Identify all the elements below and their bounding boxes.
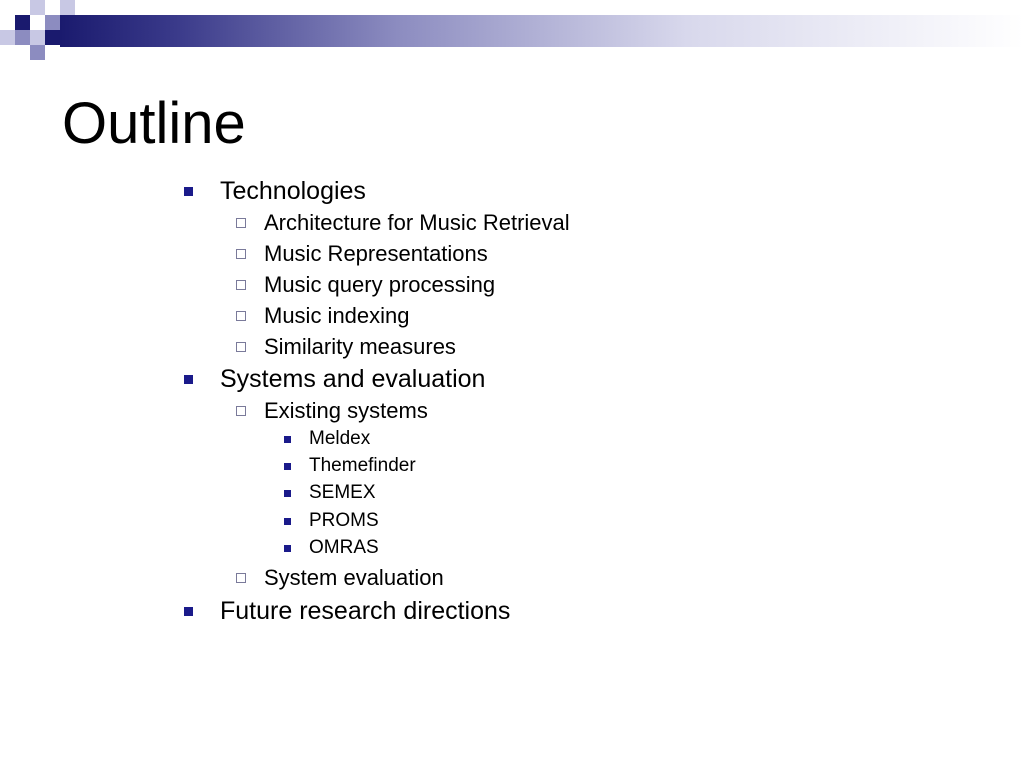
outline-subsubitem: [309, 428, 370, 450]
outline-subitem: [264, 334, 456, 360]
square-bullet-icon: [184, 607, 193, 616]
hollow-square-bullet-icon: [236, 280, 246, 290]
hollow-square-bullet-icon: [236, 249, 246, 259]
outline-subitem-text: Music indexing: [264, 303, 410, 328]
outline-item: [220, 176, 366, 206]
outline-subitem-text: System evaluation: [264, 565, 444, 590]
outline-subitem: [264, 241, 488, 267]
hollow-square-bullet-icon: [236, 342, 246, 352]
outline-subsubitem: [309, 455, 416, 477]
outline-subitem-text: Music Representations: [264, 241, 488, 266]
small-square-bullet-icon: [284, 545, 291, 552]
outline-subitem: [264, 272, 495, 298]
outline-subitem: [264, 565, 444, 591]
hollow-square-bullet-icon: [236, 573, 246, 583]
outline-item-text: Future research directions: [220, 597, 511, 625]
outline-subitem-text: Music query processing: [264, 272, 496, 297]
small-square-bullet-icon: [284, 463, 291, 470]
outline-item-text: Systems and evaluation: [220, 365, 486, 393]
outline-subitem: [264, 398, 428, 424]
outline-subsubitem-text: PROMS: [309, 510, 379, 531]
square-bullet-icon: [184, 375, 193, 384]
outline-subitem-text: Architecture for Music Retrieval: [264, 210, 570, 235]
outline-subsubitem-text: SEMEX: [309, 482, 376, 503]
outline-subsubitem: [309, 510, 379, 532]
hollow-square-bullet-icon: [236, 311, 246, 321]
outline-item: [220, 596, 510, 626]
outline-subsubitem-text: Themefinder: [309, 455, 416, 476]
small-square-bullet-icon: [284, 490, 291, 497]
outline-subitem-text: Similarity measures: [264, 334, 456, 359]
small-square-bullet-icon: [284, 518, 291, 525]
square-bullet-icon: [184, 187, 193, 196]
outline-subitem: [264, 210, 570, 236]
outline-item-text: Technologies: [220, 177, 366, 205]
outline-subsubitem: [309, 537, 379, 559]
outline-subsubitem: [309, 482, 376, 504]
outline-subitem-text: Existing systems: [264, 398, 428, 423]
hollow-square-bullet-icon: [236, 406, 246, 416]
hollow-square-bullet-icon: [236, 218, 246, 228]
outline-subsubitem-text: Meldex: [309, 428, 371, 449]
outline-item: [220, 364, 485, 394]
slide-title: Outline: [62, 91, 246, 156]
small-square-bullet-icon: [284, 436, 291, 443]
outline-subitem: [264, 303, 410, 329]
outline-subsubitem-text: OMRAS: [309, 537, 379, 558]
